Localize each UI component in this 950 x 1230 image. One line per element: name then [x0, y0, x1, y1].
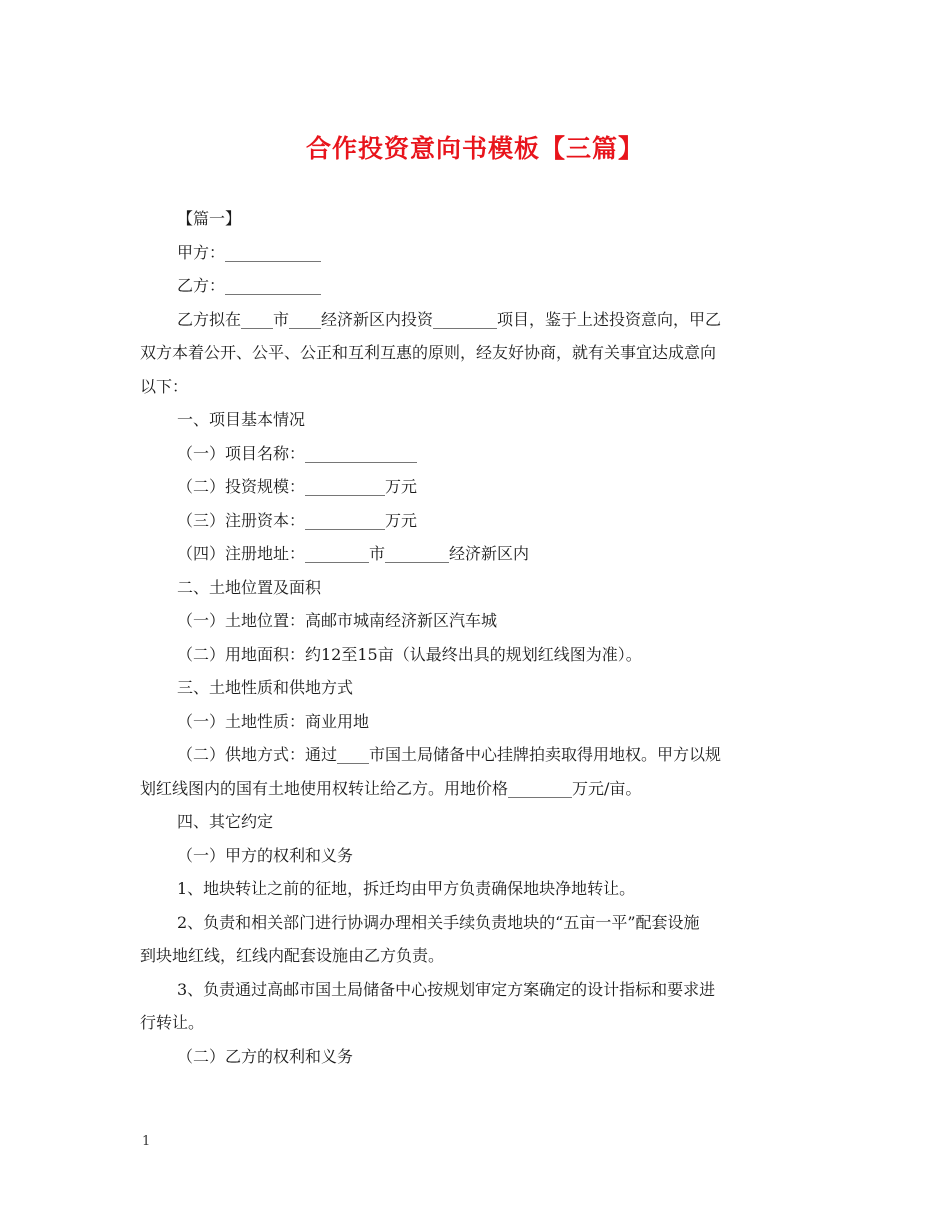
page-number: 1 — [142, 1134, 151, 1149]
text-line: （三）注册资本：__________万元 — [177, 510, 418, 530]
text-line: （一）项目名称：______________ — [177, 443, 418, 463]
text-line: （一）土地性质：商业用地 — [177, 711, 370, 731]
document-title: 合作投资意向书模板【三篇】 — [305, 134, 644, 163]
text-line: 行转让。 — [140, 1013, 205, 1032]
text-line: 2、负责和相关部门进行协调办理相关手续负责地块的“五亩一平”配套设施 — [177, 912, 700, 932]
text-line: （二）乙方的权利和义务 — [177, 1046, 354, 1066]
text-line: 3、负责通过高邮市国土局储备中心按规划审定方案确定的设计指标和要求进 — [177, 979, 716, 999]
text-line: 1、地块转让之前的征地，拆迁均由甲方负责确保地块净地转让。 — [177, 879, 636, 898]
text-line: 划红线图内的国有土地使用权转让给乙方。用地价格________万元/亩。 — [140, 778, 642, 798]
text-line: 三、土地性质和供地方式 — [177, 678, 354, 697]
document-body — [140, 202, 812, 1073]
text-line: （四）注册地址：________市________经济新区内 — [177, 544, 530, 563]
text-line: （二）用地面积：约12至15亩（认最终出具的规划红线图为准）。 — [177, 644, 642, 664]
text-line: （一）土地位置：高邮市城南经济新区汽车城 — [177, 611, 498, 630]
text-line: 以下： — [140, 376, 189, 396]
text-line: 【篇一】 — [177, 209, 242, 228]
text-line: 乙方拟在____市____经济新区内投资________项目，鉴于上述投资意向，甲乙 — [177, 309, 722, 329]
text-line: 二、土地位置及面积 — [177, 577, 322, 597]
text-line: （二）供地方式：通过____市国土局储备中心挂牌拍卖取得用地权。甲方以规 — [177, 745, 722, 764]
text-line: 一、项目基本情况 — [177, 410, 306, 429]
text-line: 四、其它约定 — [177, 812, 274, 831]
text-line: （二）投资规模：__________万元 — [177, 477, 418, 496]
text-line: 乙方：____________ — [177, 276, 322, 295]
text-line: 双方本着公开、公平、公正和互利互惠的原则，经友好协商，就有关事宜达成意向 — [140, 343, 717, 362]
text-line: 到块地红线，红线内配套设施由乙方负责。 — [140, 946, 445, 965]
text-line: （一）甲方的权利和义务 — [177, 845, 354, 865]
text-line: 甲方：____________ — [177, 242, 322, 262]
